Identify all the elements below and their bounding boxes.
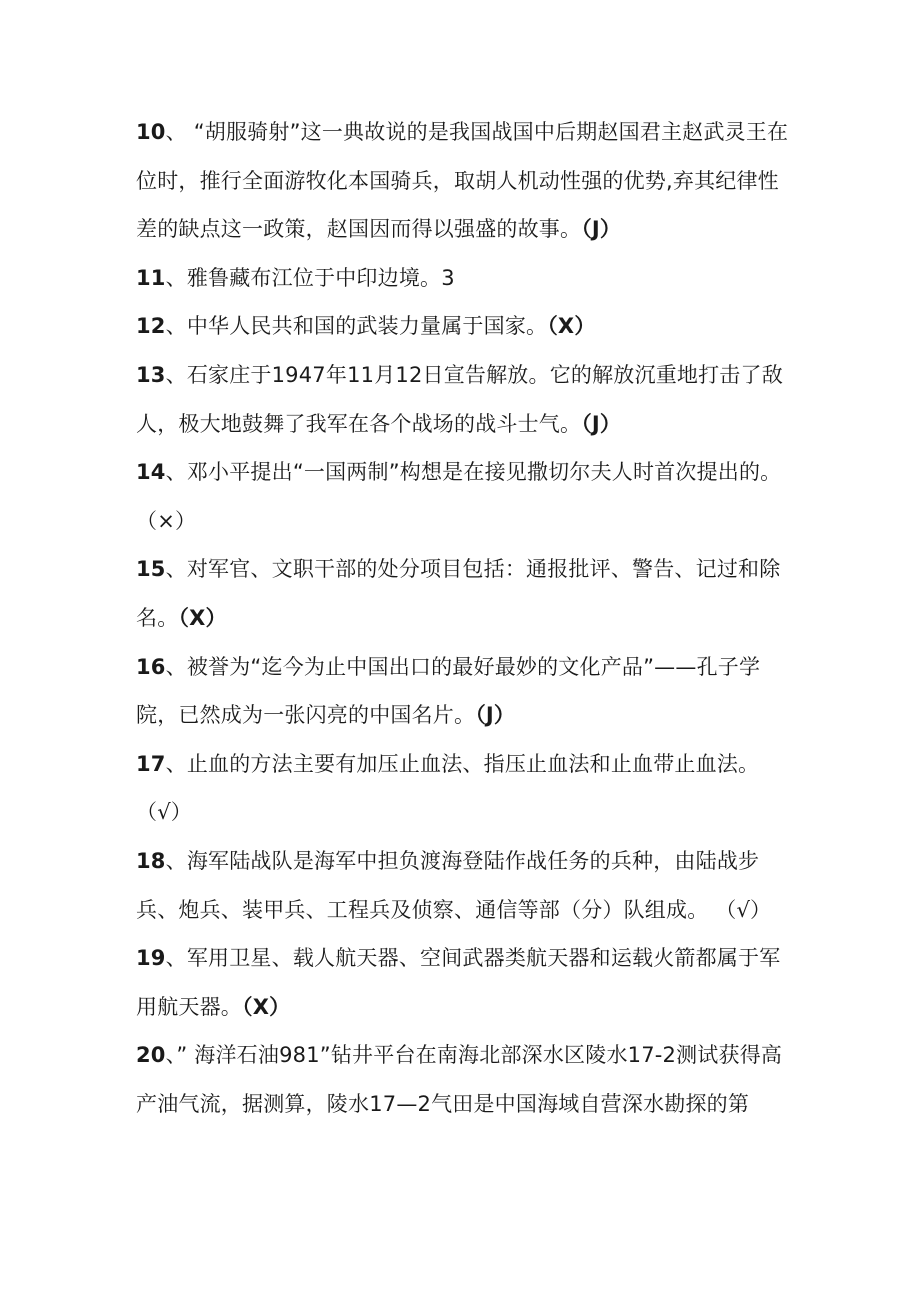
question-number: 16	[136, 654, 166, 679]
question-number: 18	[136, 848, 166, 873]
question-answer: （J）	[475, 703, 516, 728]
question-answer: （X）	[547, 314, 596, 339]
question-number: 13	[136, 362, 166, 387]
question-number: 12	[136, 314, 166, 339]
question-text: 、对军官、文职干部的处分项目包括：通报批评、警告、记过和除名。	[136, 557, 781, 630]
question-answer: （X）	[178, 605, 227, 630]
question-19	[136, 934, 792, 1031]
question-number: 20	[136, 1043, 166, 1068]
question-number: 11	[136, 265, 166, 290]
question-12	[136, 302, 792, 351]
question-18	[136, 837, 792, 934]
question-15	[136, 545, 792, 642]
question-text: 、” 海洋石油981”钻井平台在南海北部深水区陵水17-2测试获得高产油气流，据测算，陵水17—2气田是中国海域自营深水勘探的第	[136, 1043, 783, 1116]
question-answer: （X）	[242, 994, 291, 1019]
question-text: 、军用卫星、载人航天器、空间武器类航天器和运载火箭都属于军用航天器。	[136, 946, 781, 1019]
question-list	[136, 108, 792, 1128]
question-16	[136, 643, 792, 740]
question-number: 17	[136, 751, 166, 776]
question-text: 、 “胡服骑射”这一典故说的是我国战国中后期赵国君主赵武灵王在位时，推行全面游牧化本国骑兵，取胡人机动性强的优势,弃其纪律性差的缺点这一政策，赵国因而得以强盛的故事。	[136, 120, 789, 242]
question-text: 、止血的方法主要有加压止血法、指压止血法和止血带止血法。 （√）	[136, 751, 760, 825]
question-text: 、中华人民共和国的武装力量属于国家。	[165, 314, 548, 339]
question-number: 19	[136, 946, 166, 971]
question-number: 15	[136, 557, 166, 582]
question-17	[136, 740, 792, 837]
question-14	[136, 448, 792, 545]
question-number: 14	[136, 460, 166, 485]
question-text: 、雅鲁藏布江位于中印边境。3	[165, 265, 455, 290]
question-text: 、被誉为“迄今为止中国出口的最好最妙的文化产品”——孔子学院，已然成为一张闪亮的中国名片。	[136, 654, 761, 728]
question-answer: （J）	[581, 411, 622, 436]
question-20	[136, 1031, 792, 1128]
question-text: 、石家庄于1947年11月12日宣告解放。它的解放沉重地打击了敌人，极大地鼓舞了我军在各个战场的战斗士气。	[136, 362, 783, 436]
question-answer: （J）	[581, 217, 622, 242]
question-10	[136, 108, 792, 254]
question-number: 10	[136, 120, 166, 144]
question-text: 、邓小平提出“一国两制”构想是在接见撒切尔夫人时首次提出的。（×）	[136, 460, 782, 533]
question-13	[136, 351, 792, 448]
question-text: 、海军陆战队是海军中担负渡海登陆作战任务的兵种，由陆战步兵、炮兵、装甲兵、工程兵及侦察、通信等部（分）队组成。 （√）	[136, 848, 772, 922]
question-11	[136, 254, 792, 303]
